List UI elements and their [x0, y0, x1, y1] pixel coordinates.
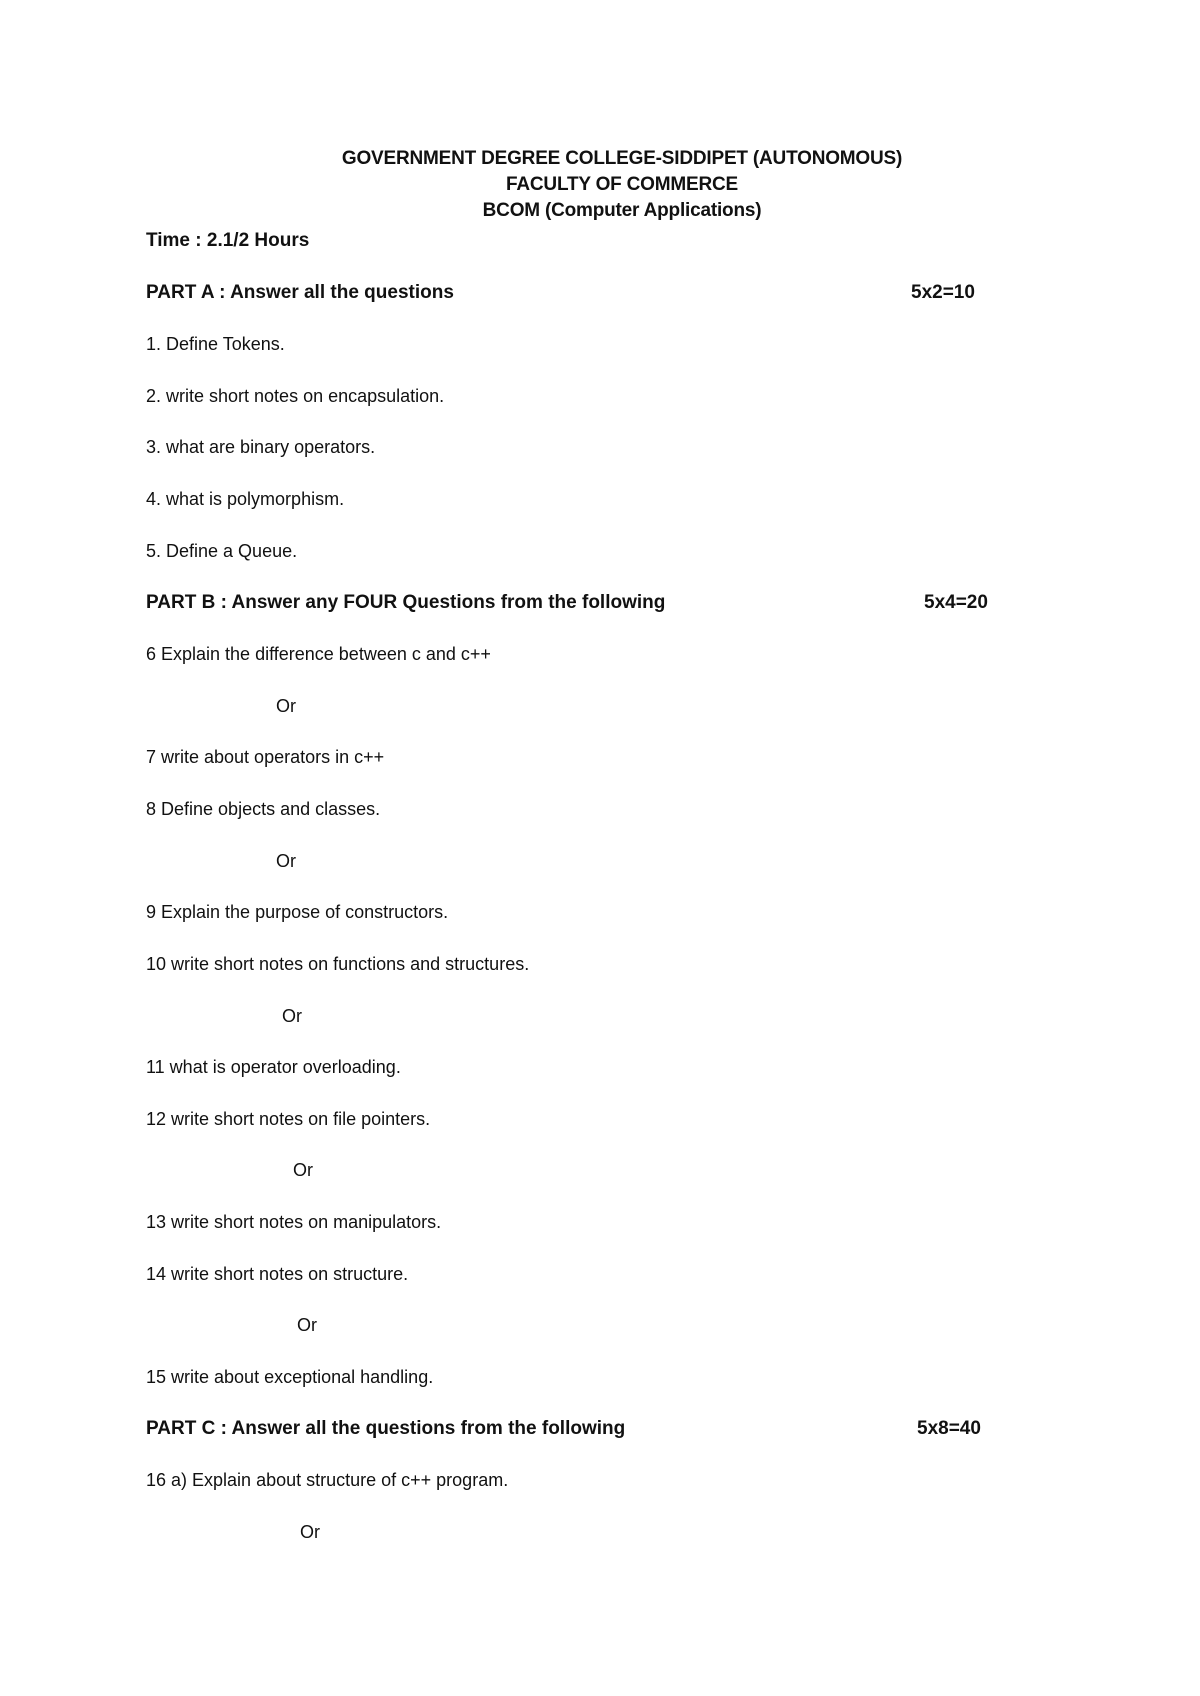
- or-separator: Or: [282, 1006, 302, 1026]
- question-item: 16 a) Explain about structure of c++ program.: [146, 1470, 509, 1490]
- question-item: 8 Define objects and classes.: [146, 799, 381, 819]
- question-item: 1. Define Tokens.: [146, 334, 285, 354]
- part-a-heading: PART A : Answer all the questions: [146, 282, 454, 303]
- or-separator: Or: [297, 1315, 317, 1335]
- or-separator: Or: [276, 696, 296, 716]
- part-b-marks: 5x4=20: [924, 592, 988, 613]
- question-item: 12 write short notes on file pointers.: [146, 1109, 431, 1129]
- question-item: 9 Explain the purpose of constructors.: [146, 902, 449, 922]
- question-item: 3. what are binary operators.: [146, 437, 376, 457]
- question-item: 15 write about exceptional handling.: [146, 1367, 434, 1387]
- part-a-marks: 5x2=10: [911, 282, 975, 303]
- faculty-name: FACULTY OF COMMERCE: [506, 174, 738, 195]
- question-item: 14 write short notes on structure.: [146, 1264, 409, 1284]
- or-separator: Or: [300, 1522, 320, 1542]
- question-item: 5. Define a Queue.: [146, 541, 298, 561]
- question-item: 11 what is operator overloading.: [146, 1057, 401, 1077]
- exam-time: Time : 2.1/2 Hours: [146, 230, 310, 251]
- college-name: GOVERNMENT DEGREE COLLEGE-SIDDIPET (AUTONOMOUS): [341, 148, 903, 169]
- question-item: 6 Explain the difference between c and c++: [146, 644, 491, 664]
- question-item: 10 write short notes on functions and structures.: [146, 954, 530, 974]
- or-separator: Or: [293, 1160, 313, 1180]
- part-b-heading: PART B : Answer any FOUR Questions from the following: [146, 592, 666, 613]
- part-c-marks: 5x8=40: [917, 1418, 981, 1439]
- question-item: 2. write short notes on encapsulation.: [146, 386, 445, 406]
- question-item: 7 write about operators in c++: [146, 747, 385, 767]
- course-name: BCOM (Computer Applications): [482, 200, 762, 221]
- question-item: 4. what is polymorphism.: [146, 489, 345, 509]
- question-item: 13 write short notes on manipulators.: [146, 1212, 442, 1232]
- or-separator: Or: [276, 851, 296, 871]
- part-c-heading: PART C : Answer all the questions from the following: [146, 1418, 626, 1439]
